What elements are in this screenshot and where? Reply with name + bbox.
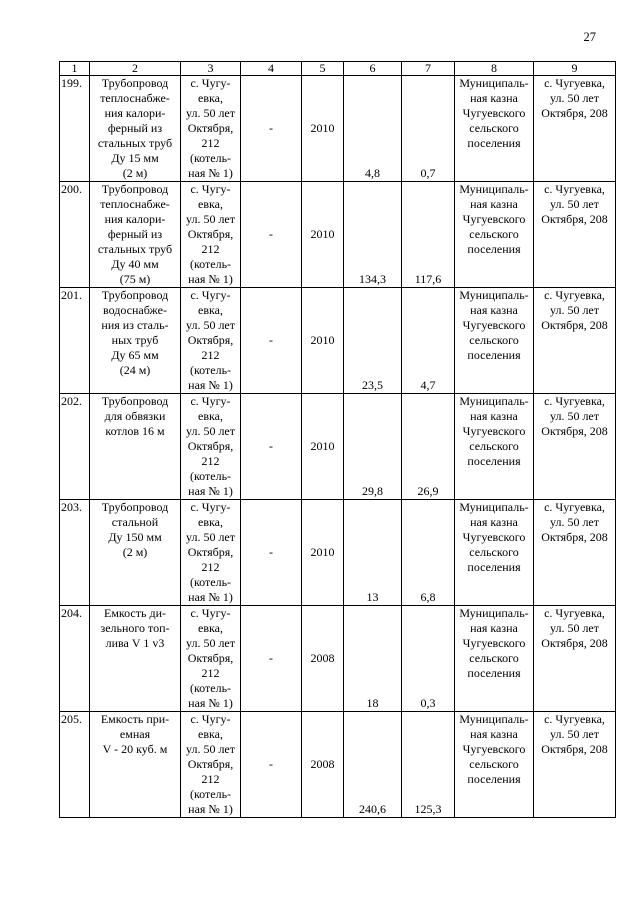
- cell-text-line: сельского: [469, 333, 519, 347]
- cell-text-line: поселения: [467, 242, 521, 256]
- cell-text-line: ферный из: [107, 227, 163, 241]
- cell-text-line: Муниципаль-: [459, 76, 529, 90]
- book-value-cell: [344, 76, 402, 182]
- cell-text-line: 2010: [310, 333, 335, 347]
- cell-text-line: Октября,: [187, 333, 234, 347]
- cell-text-line: 4,7: [420, 378, 436, 392]
- cell-text-line: -: [269, 545, 273, 559]
- cell-text-line: 23,5: [362, 378, 383, 392]
- row-number-cell: [60, 182, 90, 288]
- cell-text-line: зельного топ-: [100, 621, 170, 635]
- cell-text-line: 205.: [61, 712, 82, 726]
- cell-text-line: Октября,: [187, 121, 234, 135]
- cell-text-line: 202.: [61, 394, 82, 408]
- cell-text-line: (котель-: [189, 257, 232, 271]
- cell-text-line: -: [269, 333, 273, 347]
- cell-text-line: с. Чугуевка,: [544, 606, 605, 620]
- cell-text-line: Октября, 208: [541, 106, 608, 120]
- cell-text-line: ная казна: [470, 515, 518, 529]
- cell-text-line: Трубопровод: [101, 288, 169, 302]
- table-row: [60, 182, 616, 288]
- cell-text-line: стальных труб: [97, 242, 173, 256]
- cell-text-line: для обвязки: [104, 409, 166, 423]
- cell-text-line: поселения: [467, 136, 521, 150]
- cell-text-line: Чугуевского: [462, 742, 526, 756]
- cell-text-line: Октября, 208: [541, 530, 608, 544]
- residual-value-cell: [402, 182, 455, 288]
- cell-text-line: -: [269, 757, 273, 771]
- cell-text-line: Чугуевского: [462, 212, 526, 226]
- cell-text-line: 212: [201, 666, 220, 680]
- item-location-cell: [181, 288, 241, 394]
- column-number-cell: 3: [181, 62, 241, 76]
- owner-cell: [455, 500, 534, 606]
- cell-text-line: ул. 50 лет: [185, 318, 236, 332]
- page-number: 27: [583, 30, 596, 44]
- owner-cell: [455, 76, 534, 182]
- cell-text-line: (котель-: [189, 363, 232, 377]
- cell-text-line: лива V 1 v3: [105, 636, 165, 650]
- cell-text-line: ная № 1): [188, 272, 233, 286]
- cell-text-line: ул. 50 лет: [549, 515, 600, 529]
- cell-text-line: евка,: [198, 727, 223, 741]
- cell-text-line: ул. 50 лет: [185, 742, 236, 756]
- cell-text-line: 240,6: [359, 802, 386, 816]
- column-number-cell: 5: [302, 62, 344, 76]
- cell-text-line: (2 м): [122, 166, 148, 180]
- item-location-cell: [181, 500, 241, 606]
- cell-text-line: сельского: [469, 757, 519, 771]
- book-value-cell: [344, 606, 402, 712]
- cell-text-line: ния калори-: [104, 212, 166, 226]
- cell-text-line: Октября,: [187, 757, 234, 771]
- book-value-cell: [344, 288, 402, 394]
- cell-text-line: поселения: [467, 348, 521, 362]
- cell-text-line: 199.: [61, 76, 82, 90]
- cell-text-line: с. Чугуевка,: [544, 500, 605, 514]
- cell-text-line: ная казна: [470, 303, 518, 317]
- cell-text-line: сельского: [469, 439, 519, 453]
- cell-text-line: ферный из: [107, 121, 163, 135]
- registry-number-cell: [241, 394, 302, 500]
- cell-text-line: ул. 50 лет: [185, 424, 236, 438]
- cell-text-line: ул. 50 лет: [549, 303, 600, 317]
- cell-text-line: евка,: [198, 621, 223, 635]
- cell-text-line: Емкость ди-: [103, 606, 166, 620]
- table-row: [60, 500, 616, 606]
- cell-text-line: Октября,: [187, 545, 234, 559]
- cell-text-line: водоснабже-: [103, 303, 167, 317]
- residual-value-cell: [402, 606, 455, 712]
- cell-text-line: ная казна: [470, 409, 518, 423]
- cell-text-line: ул. 50 лет: [549, 727, 600, 741]
- cell-text-line: 29,8: [362, 484, 383, 498]
- item-location-cell: [181, 712, 241, 818]
- cell-text-line: 18: [366, 696, 379, 710]
- cell-text-line: евка,: [198, 515, 223, 529]
- cell-text-line: 212: [201, 454, 220, 468]
- book-value-cell: [344, 500, 402, 606]
- column-number-cell: 4: [241, 62, 302, 76]
- cell-text-line: с. Чугу-: [190, 182, 231, 196]
- cell-text-line: (котель-: [189, 469, 232, 483]
- registry-number-cell: [241, 606, 302, 712]
- registry-number-cell: [241, 182, 302, 288]
- cell-text-line: евка,: [198, 91, 223, 105]
- cell-text-line: ная № 1): [188, 378, 233, 392]
- cell-text-line: 13: [366, 590, 379, 604]
- cell-text-line: ная № 1): [188, 484, 233, 498]
- book-value-cell: [344, 712, 402, 818]
- residual-value-cell: [402, 76, 455, 182]
- cell-text-line: Чугуевского: [462, 424, 526, 438]
- cell-text-line: котлов 16 м: [105, 424, 165, 438]
- year-cell: [302, 394, 344, 500]
- year-cell: [302, 288, 344, 394]
- owner-cell: [455, 606, 534, 712]
- cell-text-line: Октября,: [187, 651, 234, 665]
- column-number-cell: 9: [534, 62, 616, 76]
- cell-text-line: Муниципаль-: [459, 288, 529, 302]
- cell-text-line: Октября,: [187, 227, 234, 241]
- cell-text-line: 0,7: [420, 166, 436, 180]
- cell-text-line: с. Чугу-: [190, 76, 231, 90]
- cell-text-line: (котель-: [189, 787, 232, 801]
- cell-text-line: 204.: [61, 606, 82, 620]
- registry-number-cell: [241, 288, 302, 394]
- cell-text-line: 134,3: [359, 272, 386, 286]
- item-location-cell: [181, 76, 241, 182]
- item-name-cell: [90, 182, 181, 288]
- cell-text-line: Емкость при-: [100, 712, 170, 726]
- cell-text-line: Октября, 208: [541, 742, 608, 756]
- year-cell: [302, 712, 344, 818]
- cell-text-line: (котель-: [189, 151, 232, 165]
- cell-text-line: 2008: [310, 651, 335, 665]
- cell-text-line: 26,9: [417, 484, 439, 498]
- cell-text-line: (24 м): [119, 363, 151, 377]
- table-row: [60, 394, 616, 500]
- cell-text-line: (2 м): [122, 545, 148, 559]
- cell-text-line: ул. 50 лет: [549, 91, 600, 105]
- cell-text-line: 117,6: [414, 272, 442, 286]
- book-value-cell: [344, 182, 402, 288]
- item-name-cell: [90, 76, 181, 182]
- cell-text-line: Трубопровод: [101, 500, 169, 514]
- residual-value-cell: [402, 394, 455, 500]
- row-number-cell: [60, 288, 90, 394]
- column-number-cell: 8: [455, 62, 534, 76]
- cell-text-line: V - 20 куб. м: [102, 742, 168, 756]
- cell-text-line: ных труб: [111, 333, 159, 347]
- cell-text-line: 2010: [310, 439, 335, 453]
- cell-text-line: Октября, 208: [541, 318, 608, 332]
- cell-text-line: 203.: [61, 500, 82, 514]
- owner-address-cell: [534, 712, 616, 818]
- cell-text-line: Ду 15 мм: [111, 151, 159, 165]
- owner-address-cell: [534, 288, 616, 394]
- cell-text-line: -: [269, 227, 273, 241]
- cell-text-line: Ду 150 мм: [108, 530, 162, 544]
- item-location-cell: [181, 606, 241, 712]
- cell-text-line: -: [269, 439, 273, 453]
- cell-text-line: Чугуевского: [462, 106, 526, 120]
- row-number-cell: [60, 606, 90, 712]
- cell-text-line: сельского: [469, 545, 519, 559]
- cell-text-line: ул. 50 лет: [185, 636, 236, 650]
- residual-value-cell: [402, 500, 455, 606]
- cell-text-line: евка,: [198, 197, 223, 211]
- owner-cell: [455, 394, 534, 500]
- registry-number-cell: [241, 500, 302, 606]
- owner-address-cell: [534, 394, 616, 500]
- property-registry-table: [59, 61, 616, 818]
- cell-text-line: сельского: [469, 227, 519, 241]
- cell-text-line: Ду 65 мм: [111, 348, 159, 362]
- cell-text-line: евка,: [198, 409, 223, 423]
- cell-text-line: ная казна: [470, 91, 518, 105]
- cell-text-line: теплоснабже-: [100, 91, 170, 105]
- cell-text-line: 201.: [61, 288, 82, 302]
- cell-text-line: ния из сталь-: [101, 318, 169, 332]
- cell-text-line: Октября,: [187, 439, 234, 453]
- cell-text-line: Ду 40 мм: [111, 257, 159, 271]
- cell-text-line: 4,8: [365, 166, 380, 180]
- table-body: [60, 62, 616, 818]
- cell-text-line: теплоснабже-: [100, 197, 170, 211]
- cell-text-line: 200.: [61, 182, 82, 196]
- cell-text-line: с. Чугу-: [190, 288, 231, 302]
- cell-text-line: стальной: [111, 515, 159, 529]
- table-row: [60, 712, 616, 818]
- cell-text-line: Октября, 208: [541, 424, 608, 438]
- cell-text-line: Трубопровод: [101, 76, 169, 90]
- cell-text-line: поселения: [467, 772, 521, 786]
- cell-text-line: ул. 50 лет: [549, 409, 600, 423]
- cell-text-line: ул. 50 лет: [185, 530, 236, 544]
- cell-text-line: -: [269, 121, 273, 135]
- cell-text-line: Муниципаль-: [459, 182, 529, 196]
- owner-address-cell: [534, 182, 616, 288]
- cell-text-line: Муниципаль-: [459, 500, 529, 514]
- cell-text-line: стальных труб: [97, 136, 173, 150]
- item-name-cell: [90, 288, 181, 394]
- cell-text-line: 125,3: [414, 802, 442, 816]
- table-row: [60, 606, 616, 712]
- cell-text-line: 2008: [310, 757, 335, 771]
- cell-text-line: Октября, 208: [541, 212, 608, 226]
- column-number-row: [60, 62, 616, 76]
- table-row: [60, 288, 616, 394]
- cell-text-line: ная № 1): [188, 696, 233, 710]
- owner-cell: [455, 288, 534, 394]
- cell-text-line: 212: [201, 348, 220, 362]
- cell-text-line: -: [269, 651, 273, 665]
- row-number-cell: [60, 712, 90, 818]
- cell-text-line: (котель-: [189, 681, 232, 695]
- row-number-cell: [60, 76, 90, 182]
- cell-text-line: ная казна: [470, 197, 518, 211]
- cell-text-line: 2010: [310, 227, 335, 241]
- year-cell: [302, 76, 344, 182]
- cell-text-line: с. Чугу-: [190, 500, 231, 514]
- cell-text-line: с. Чугу-: [190, 712, 231, 726]
- cell-text-line: ная № 1): [188, 590, 233, 604]
- cell-text-line: ул. 50 лет: [185, 212, 236, 226]
- item-name-cell: [90, 500, 181, 606]
- owner-address-cell: [534, 606, 616, 712]
- cell-text-line: (котель-: [189, 575, 232, 589]
- cell-text-line: поселения: [467, 454, 521, 468]
- cell-text-line: с. Чугуевка,: [544, 712, 605, 726]
- cell-text-line: Муниципаль-: [459, 394, 529, 408]
- cell-text-line: поселения: [467, 560, 521, 574]
- column-number-cell: 7: [402, 62, 455, 76]
- cell-text-line: Чугуевского: [462, 530, 526, 544]
- cell-text-line: Муниципаль-: [459, 606, 529, 620]
- item-name-cell: [90, 712, 181, 818]
- cell-text-line: с. Чугу-: [190, 606, 231, 620]
- item-location-cell: [181, 394, 241, 500]
- cell-text-line: поселения: [467, 666, 521, 680]
- year-cell: [302, 500, 344, 606]
- residual-value-cell: [402, 712, 455, 818]
- registry-number-cell: [241, 712, 302, 818]
- row-number-cell: [60, 394, 90, 500]
- cell-text-line: ул. 50 лет: [185, 106, 236, 120]
- cell-text-line: Муниципаль-: [459, 712, 529, 726]
- cell-text-line: 212: [201, 772, 220, 786]
- cell-text-line: ная № 1): [188, 802, 233, 816]
- cell-text-line: Трубопровод: [101, 394, 169, 408]
- cell-text-line: ная № 1): [188, 166, 233, 180]
- book-value-cell: [344, 394, 402, 500]
- cell-text-line: 212: [201, 242, 220, 256]
- cell-text-line: емная: [119, 727, 151, 741]
- owner-cell: [455, 182, 534, 288]
- cell-text-line: 212: [201, 560, 220, 574]
- cell-text-line: с. Чугуевка,: [544, 288, 605, 302]
- item-name-cell: [90, 394, 181, 500]
- cell-text-line: Трубопровод: [101, 182, 169, 196]
- cell-text-line: ния калори-: [104, 106, 166, 120]
- owner-address-cell: [534, 500, 616, 606]
- cell-text-line: с. Чугу-: [190, 394, 231, 408]
- cell-text-line: сельского: [469, 121, 519, 135]
- cell-text-line: ная казна: [470, 727, 518, 741]
- residual-value-cell: [402, 288, 455, 394]
- cell-text-line: ул. 50 лет: [549, 197, 600, 211]
- cell-text-line: с. Чугуевка,: [544, 182, 605, 196]
- year-cell: [302, 182, 344, 288]
- table-row: [60, 76, 616, 182]
- column-number-cell: 2: [90, 62, 181, 76]
- cell-text-line: (75 м): [119, 272, 151, 286]
- item-name-cell: [90, 606, 181, 712]
- item-location-cell: [181, 182, 241, 288]
- cell-text-line: Чугуевского: [462, 318, 526, 332]
- column-number-cell: 1: [60, 62, 90, 76]
- cell-text-line: с. Чугуевка,: [544, 76, 605, 90]
- cell-text-line: 2010: [310, 121, 335, 135]
- registry-number-cell: [241, 76, 302, 182]
- owner-cell: [455, 712, 534, 818]
- cell-text-line: 2010: [310, 545, 335, 559]
- owner-address-cell: [534, 76, 616, 182]
- cell-text-line: 212: [201, 136, 220, 150]
- cell-text-line: ул. 50 лет: [549, 621, 600, 635]
- year-cell: [302, 606, 344, 712]
- cell-text-line: 0,3: [420, 696, 436, 710]
- cell-text-line: ная казна: [470, 621, 518, 635]
- cell-text-line: Октября, 208: [541, 636, 608, 650]
- row-number-cell: [60, 500, 90, 606]
- cell-text-line: с. Чугуевка,: [544, 394, 605, 408]
- cell-text-line: сельского: [469, 651, 519, 665]
- cell-text-line: Чугуевского: [462, 636, 526, 650]
- cell-text-line: евка,: [198, 303, 223, 317]
- column-number-cell: 6: [344, 62, 402, 76]
- cell-text-line: 6,8: [420, 590, 436, 604]
